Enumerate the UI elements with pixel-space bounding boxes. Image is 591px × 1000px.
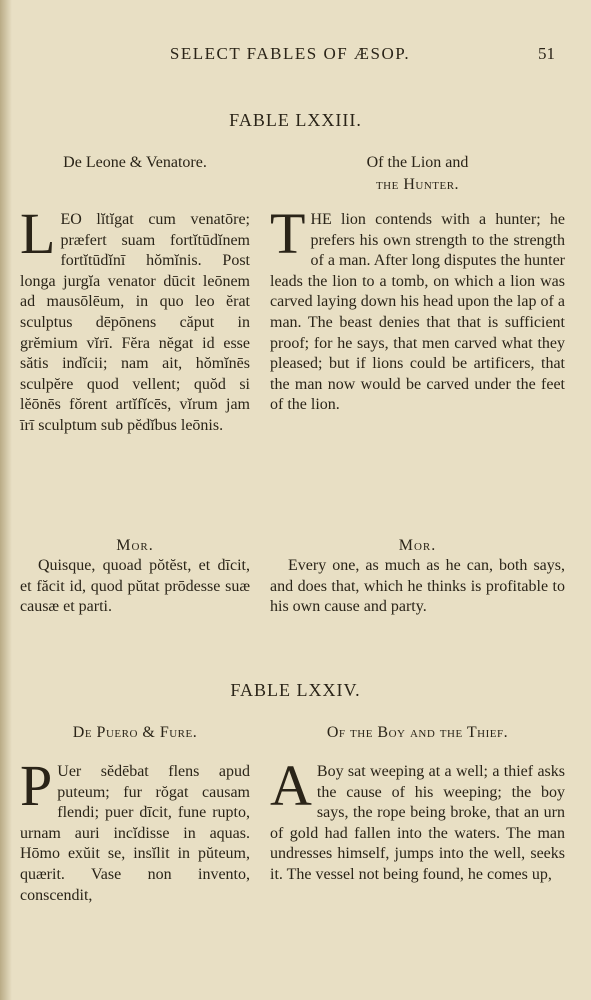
english-moral-heading: Mor. bbox=[398, 537, 437, 554]
latin-text bbox=[20, 753, 250, 906]
english-subtitle-line1: Of the Lion and bbox=[366, 154, 469, 171]
latin-moral-heading: Mor. bbox=[116, 537, 154, 554]
drop-cap: P bbox=[20, 753, 53, 818]
english-subtitle bbox=[270, 722, 565, 744]
english-subtitle bbox=[270, 152, 565, 196]
english-paragraph: HE lion contends with a hunter; he prefers his own strength to the strength of a man. After long disputes the hunter leads the lion to a tomb, on which a lion was carved laying down his head upon the lap of a man. The beast denies that that is sufficient proof; for he says, that men carved what they pleased; but if lions could be artificers, that the man now would be carved under the feet of the lion. bbox=[270, 211, 565, 414]
latin-subtitle-line1: De Puero & Fure. bbox=[72, 724, 198, 741]
latin-subtitle bbox=[20, 152, 250, 174]
page-edge-shadow bbox=[0, 0, 12, 1000]
running-head: SELECT FABLES OF ÆSOP. bbox=[169, 44, 411, 63]
latin-paragraph: Uer sĕdēbat flens apud puteum; fur rŏgat causam flendi; puer dīcit, fune rupto, urnam auri incĭdisse in aquas. Hōmo exŭit se, insĭlit in pŭteum, quærit. Vase non invento, conscendit, bbox=[20, 763, 250, 904]
english-subtitle-line1: Of the Boy and the Thief. bbox=[326, 724, 509, 741]
english-text bbox=[270, 201, 565, 416]
latin-paragraph: EO lĭtĭgat cum venatōre; præfert suam fortĭtūdĭnem fortĭtūdĭnī hŏmĭnis. Post longa jurgĭa venator dūcit leōnem ad mausōlēum, in quo leo ĕrat sculptus dēpōnens căput in grĕmium vĭrī. Fĕra nĕgat id esse sătis indĭcii; nam ait, hŏmĭnēs sculpĕre quod vellent; quŏd si lĕōnēs fŏrent artĭfĭcēs, vĭrum jam īrī sculptum sub pĕdĭbus leōnis. bbox=[20, 211, 250, 434]
latin-text bbox=[20, 201, 250, 437]
page-number: 51 bbox=[538, 44, 555, 63]
english-subtitle-line2: the Hunter. bbox=[375, 176, 460, 193]
fable-title: FABLE LXXIV. bbox=[230, 680, 361, 700]
drop-cap: L bbox=[20, 201, 56, 266]
drop-cap: A bbox=[270, 753, 312, 818]
english-text bbox=[270, 753, 565, 886]
drop-cap: T bbox=[270, 201, 306, 266]
latin-subtitle-line1: De Leone & Venatore. bbox=[63, 154, 207, 171]
english-paragraph: Boy sat weeping at a well; a thief asks the cause of his weeping; the boy says, the rope being broke, that an urn of gold had fallen into the waters. The man undresses himself, jumps into the well, seeks it. The vessel not being found, he comes up, bbox=[270, 763, 565, 883]
english-moral-text: Every one, as much as he can, both says, and does that, which he thinks is profitable to his own cause and party. bbox=[270, 557, 565, 616]
latin-subtitle bbox=[20, 722, 250, 744]
fable-title: FABLE LXXIII. bbox=[229, 110, 362, 130]
latin-moral-text: Quisque, quoad pŏtĕst, et dīcit, et făcit id, quod pŭtat prōdesse suæ causæ et parti. bbox=[20, 557, 250, 616]
